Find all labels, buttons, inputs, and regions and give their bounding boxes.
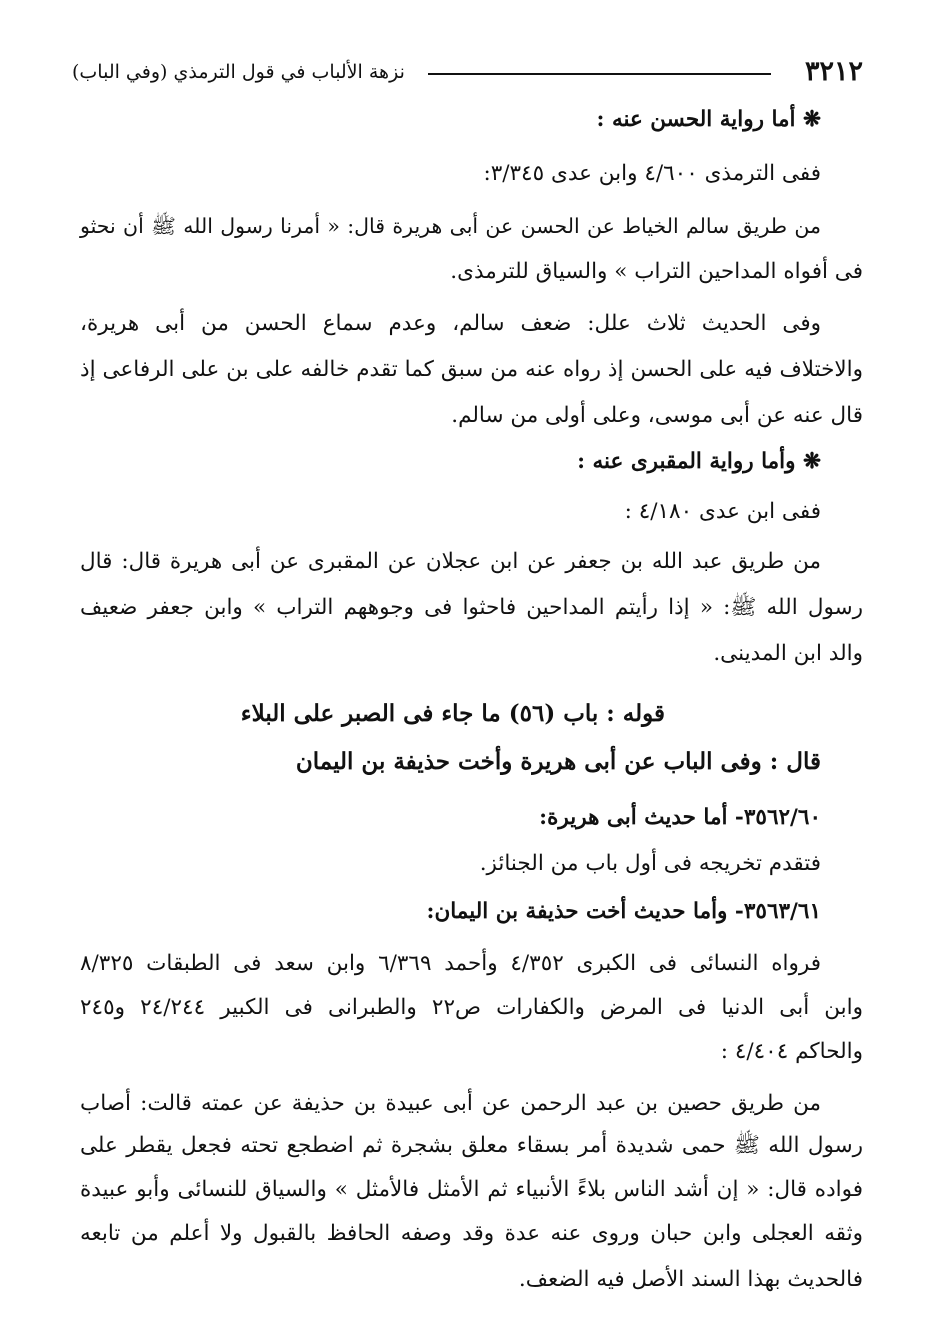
- paragraph-line: فرواه النسائى فى الكبرى ٤/٣٥٢ وأحمد ٦/٣٦٩ وابن سعد فى الطبقات ٨/٣٢٥: [80, 951, 821, 976]
- chapter-subtitle: قال : وفى الباب عن أبى هريرة وأخت حذيفة بن اليمان: [295, 748, 821, 775]
- section-heading: ❋ أما رواية الحسن عنه :: [596, 107, 821, 132]
- paragraph-line: من طريق عبد الله بن جعفر عن ابن عجلان عن المقبرى عن أبى هريرة قال: قال: [80, 549, 821, 574]
- chapter-title: قوله : باب (٥٦) ما جاء فى الصبر على البلاء: [240, 700, 665, 727]
- paragraph-line: والد ابن المدينى.: [713, 641, 863, 666]
- header-rule: [428, 73, 771, 75]
- paragraph-line: فتقدم تخريجه فى أول باب من الجنائز.: [479, 851, 821, 876]
- paragraph-line: والحاكم ٤/٤٠٤ :: [720, 1039, 863, 1064]
- page-number: ٣٢١٢: [804, 56, 863, 87]
- paragraph-line: رسول الله ﷺ حمى شديدة أمر بسقاء معلق بشجرة ثم اضطجع تحته فجعل يقطر على: [80, 1133, 863, 1158]
- running-title: نزهة الألباب في قول الترمذي (وفي الباب): [72, 61, 405, 83]
- paragraph-line: قال عنه عن أبى موسى، وعلى أولى من سالم.: [451, 403, 863, 428]
- hadith-heading: ٣٥٦٣/٦١- وأما حديث أخت حذيفة بن اليمان:: [426, 899, 821, 924]
- paragraph-line: ففى ابن عدى ٤/١٨٠ :: [624, 499, 821, 524]
- paragraph-line: رسول الله ﷺ: « إذا رأيتم المداحين فاحثوا فى وجوههم التراب » وابن جعفر ضعيف: [80, 595, 863, 620]
- paragraph-line: وابن أبى الدنيا فى المرض والكفارات ص٢٢ والطبرانى فى الكبير ٢٤/٢٤٤ و٢٤٥: [80, 995, 863, 1020]
- hadith-heading: ٣٥٦٢/٦٠- أما حديث أبى هريرة:: [539, 805, 821, 830]
- paragraph-line: فالحديث بهذا السند الأصل فيه الضعف.: [518, 1267, 863, 1292]
- paragraph-line: من طريق سالم الخياط عن الحسن عن أبى هريرة قال: « أمرنا رسول الله ﷺ أن نحثو: [80, 214, 821, 238]
- paragraph-line: ففى الترمذى ٤/٦٠٠ وابن عدى ٣/٣٤٥:: [483, 161, 821, 186]
- paragraph-line: وفى الحديث ثلاث علل: ضعف سالم، وعدم سماع الحسن من أبى هريرة،: [80, 311, 821, 336]
- paragraph-line: فى أفواه المداحين التراب » والسياق للترمذى.: [450, 259, 863, 284]
- paragraph-line: وثقه العجلى وابن حبان وروى عنه عدة وقد وصفه الحافظ بالقبول ولا أعلم من تابعه: [80, 1221, 863, 1246]
- paragraph-line: والاختلاف فيه على الحسن إذ رواه عنه من سبق كما تقدم خالفه على بن على الرفاعى إذ: [80, 357, 863, 382]
- paragraph-line: من طريق حصين بن عبد الرحمن عن أبى عبيدة بن حذيفة عن عمته قالت: أصاب: [80, 1091, 821, 1116]
- section-heading: ❋ وأما رواية المقبرى عنه :: [577, 449, 821, 474]
- paragraph-line: فواده قال: « إن أشد الناس بلاءً الأنبياء ثم الأمثل فالأمثل » والسياق للنسائى وأبو عبيدة: [80, 1177, 863, 1202]
- running-header: [72, 52, 863, 92]
